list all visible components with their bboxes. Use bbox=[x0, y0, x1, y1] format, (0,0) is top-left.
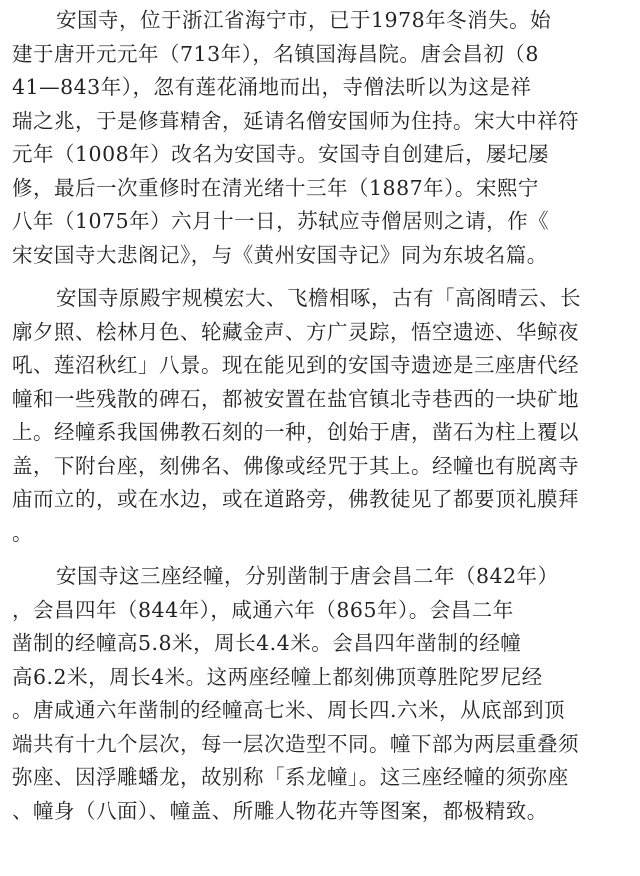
text-line: 。唐咸通六年凿制的经幢高七米、周长四.六米，从底部到顶 bbox=[12, 698, 566, 722]
text-line: 盖，下附台座，刻佛名、佛像或经咒于其上。经幢也有脱离寺 bbox=[12, 453, 579, 478]
text-line: 41—843年），忽有莲花涌地而出，寺僧法昕以为这是祥 bbox=[12, 75, 532, 99]
paragraph-3 bbox=[12, 560, 630, 828]
text-line: 幢和一些残散的碑石，都被安置在盐官镇北寺巷西的一块矿地 bbox=[12, 386, 579, 411]
text-line: 修，最后一次重修时在清光绪十三年（1887年）。宋熙宁 bbox=[12, 175, 539, 200]
text-line: 、幢身（八面）、幢盖、所雕人物花卉等图案，都极精致。 bbox=[12, 798, 548, 823]
text-line: 宋安国寺大悲阁记》，与《黄州安国寺记》同为东坡名篇。 bbox=[12, 242, 548, 267]
text-line: 八年（1075年）六月十一日，苏轼应寺僧居则之请，作《 bbox=[12, 209, 550, 233]
text-line: 端共有十九个层次，每一层次造型不同。幢下部为两层重叠须 bbox=[12, 731, 579, 756]
text-line: 高6.2米，周长4米。这两座经幢上都刻佛顶尊胜陀罗尼经 bbox=[12, 664, 543, 689]
text-line: 安国寺原殿宇规模宏大、飞檐相啄，古有「高阁晴云、长 bbox=[56, 286, 581, 310]
text-line: 建于唐开元元年（713年），名镇国海昌院。唐会昌初（8 bbox=[12, 41, 539, 66]
text-line: 瑞之兆，于是修葺精舍，延请名僧安国师为住持。宋大中祥符 bbox=[12, 108, 579, 133]
text-line: 安国寺这三座经幢，分别凿制于唐会昌二年（842年） bbox=[56, 564, 559, 588]
paragraph-2 bbox=[12, 282, 630, 550]
text-line: 凿制的经幢高5.8米，周长4.4米。会昌四年凿制的经幢 bbox=[12, 631, 522, 655]
text-line: 安国寺，位于浙江省海宁市，已于1978年冬消失。始 bbox=[56, 8, 552, 32]
text-line: 弥座、因浮雕蟠龙，故别称「系龙幢」。这三座经幢的须弥座 bbox=[12, 765, 569, 789]
text-line: ，会昌四年（844年），咸通六年（865年）。会昌二年 bbox=[12, 597, 514, 622]
text-line: 。 bbox=[12, 520, 33, 545]
text-line: 吼、莲沼秋红」八景。现在能见到的安国寺遗迹是三座唐代经 bbox=[12, 353, 579, 377]
text-line: 上。经幢系我国佛教石刻的一种，创始于唐，凿石为柱上覆以 bbox=[12, 420, 579, 444]
article bbox=[12, 4, 630, 828]
text-line: 廓夕照、桧林月色、轮藏金声、方广灵踪，悟空遗迹、华鲸夜 bbox=[12, 319, 579, 344]
text-line: 元年（1008年）改名为安国寺。安国寺自创建后，屡圮屡 bbox=[12, 142, 550, 166]
paragraph-1 bbox=[12, 4, 630, 272]
text-line: 庙而立的，或在水边，或在道路旁，佛教徒见了都要顶礼膜拜 bbox=[12, 487, 579, 511]
